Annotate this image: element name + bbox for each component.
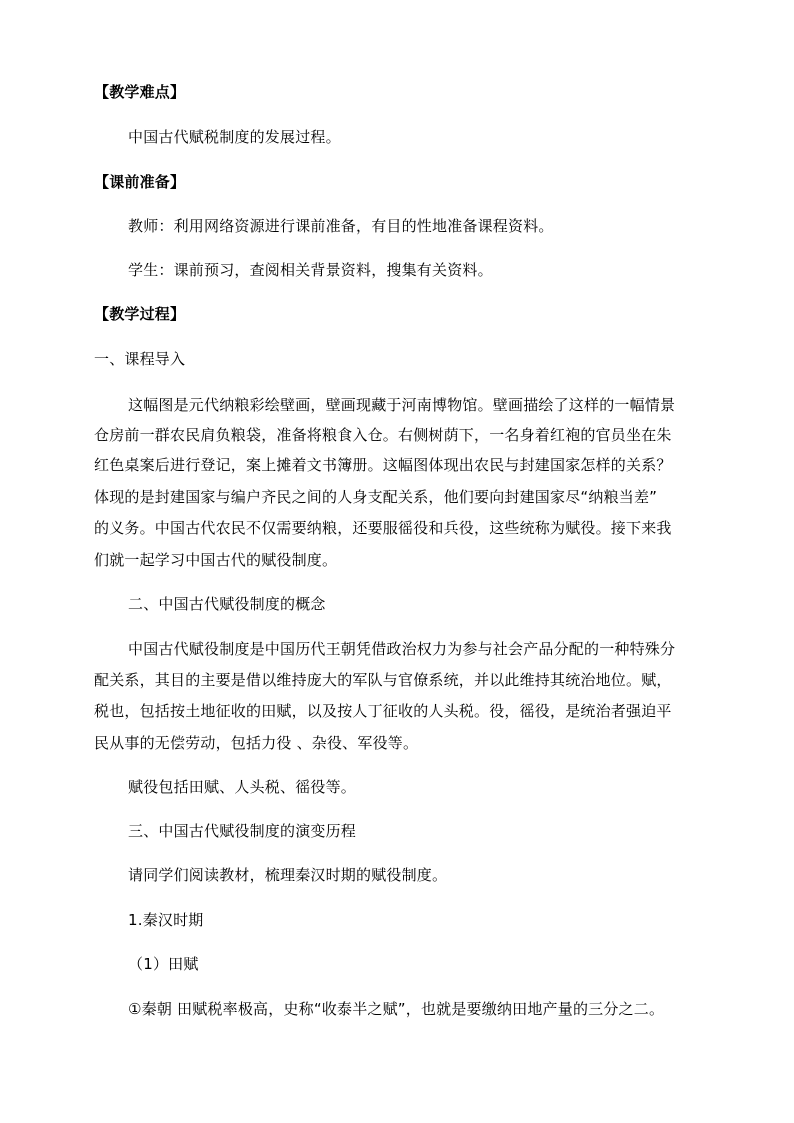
- intro-paragraph-line: 红色桌案后进行登记，案上摊着文书簿册。这幅图体现出农民与封建国家怎样的关系？: [94, 456, 672, 474]
- section-title-intro: 一、课程导入: [94, 350, 186, 368]
- subsection-title-qin-han: 1.秦汉时期: [128, 911, 204, 929]
- subsection-item-land-tax: （1）田赋: [128, 955, 199, 973]
- prep-teacher-text: 教师：利用网络资源进行课前准备，有目的性地准备课程资料。: [128, 217, 554, 235]
- prep-student-text: 学生：课前预习，查阅相关背景资料，搜集有关资料。: [128, 261, 493, 279]
- intro-paragraph-line: 这幅图是元代纳粮彩绘壁画，壁画现藏于河南博物馆。壁画描绘了这样的一幅情景: [128, 396, 676, 414]
- intro-paragraph-line: 们就一起学习中国古代的赋役制度。: [94, 551, 338, 569]
- evolution-prompt: 请同学们阅读教材，梳理秦汉时期的赋役制度。: [128, 866, 448, 884]
- qin-land-tax-text: ①秦朝 田赋税率极高，史称“收泰半之赋”，也就是要缴纳田地产量的三分之二。: [128, 1000, 665, 1018]
- section-title-evolution: 三、中国古代赋役制度的演变历程: [128, 822, 357, 840]
- concept-paragraph-line: 配关系，其目的主要是借以维持庞大的军队与官僚系统，并以此维持其统治地位。赋，: [94, 671, 672, 689]
- intro-paragraph-line: 仓房前一群农民肩负粮袋，准备将粮食入仓。右侧树荫下，一名身着红袍的官员坐在朱: [94, 426, 672, 444]
- concept-summary: 赋役包括田赋、人头税、徭役等。: [128, 778, 357, 796]
- concept-paragraph-line: 中国古代赋役制度是中国历代王朝凭借政治权力为参与社会产品分配的一种特殊分: [128, 640, 676, 658]
- heading-preparation: 【课前准备】: [94, 173, 186, 191]
- intro-paragraph-line: 的义务。中国古代农民不仅需要纳粮，还要服徭役和兵役，这些统称为赋役。接下来我: [94, 519, 672, 537]
- heading-teaching-difficulty: 【教学难点】: [94, 83, 186, 101]
- concept-paragraph-line: 税也，包括按土地征收的田赋，以及按人丁征收的人头税。役，徭役，是统治者强迫平: [94, 702, 672, 720]
- concept-paragraph-line: 民从事的无偿劳动，包括力役 、杂役、军役等。: [94, 734, 419, 752]
- section-title-concept: 二、中国古代赋役制度的概念: [128, 595, 326, 613]
- difficulty-text: 中国古代赋税制度的发展过程。: [128, 128, 341, 146]
- intro-paragraph-line: 体现的是封建国家与编户齐民之间的人身支配关系，他们要向封建国家尽“纳粮当差”: [94, 488, 658, 506]
- heading-teaching-process: 【教学过程】: [94, 305, 186, 323]
